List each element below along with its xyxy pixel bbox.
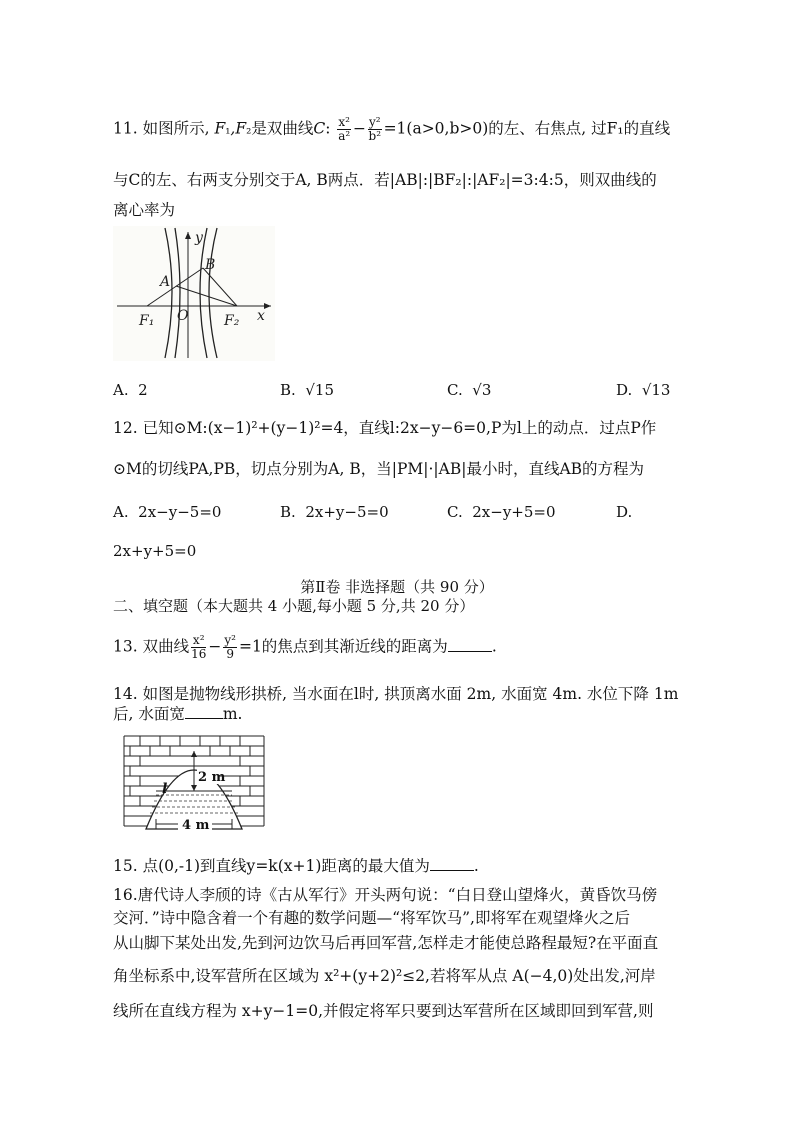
q13-fraction-x xyxy=(191,634,206,661)
q11-option-c xyxy=(447,380,491,400)
q11-frac-y-num: y² xyxy=(368,115,381,129)
q13-fraction-y xyxy=(223,634,237,661)
q12-line2: ⊙M的切线PA,PB，切点分别为A, B，当|PM|·|AB|最小时，直线AB的方程为 xyxy=(113,460,645,478)
q12-option-c xyxy=(447,502,556,522)
option-label: D. xyxy=(616,381,633,399)
label-l: l xyxy=(162,781,168,797)
label-2m: 2 m xyxy=(198,770,226,785)
q11-option-d xyxy=(616,380,670,400)
label-y: y xyxy=(195,230,203,246)
q11-line3: 离心率为 xyxy=(113,201,176,219)
q15-end: . xyxy=(473,857,479,875)
q12-option-b xyxy=(280,502,389,522)
q11-line1 xyxy=(113,116,670,143)
q11-c-letter: C xyxy=(313,119,326,138)
q11-option-b xyxy=(280,380,334,400)
label-f2: F₂ xyxy=(224,313,240,329)
q11-fraction-x xyxy=(337,116,351,143)
q12-option-d-value: 2x+y+5=0 xyxy=(113,542,197,560)
q14-line2-text: 后, 水面宽 xyxy=(113,705,185,723)
q16-line5: 线所在直线方程为 x+y−1=0,并假定将军只要到达军营所在区域即回到军营,则 xyxy=(113,1002,654,1020)
q14-answer-blank[interactable] xyxy=(185,704,223,719)
q13-frac-y-den: 9 xyxy=(226,647,234,661)
q13-answer-blank[interactable] xyxy=(448,637,492,652)
q11-condition: =1(a>0,b>0) xyxy=(383,119,489,138)
q13-frac-y-num: y² xyxy=(224,633,236,647)
label-o: O xyxy=(177,308,189,324)
q16-line1: 16.唐代诗人李颀的诗《古从军行》开头两句说：“白日登山望烽火，黄昏饮马傍 xyxy=(113,886,658,904)
option-value: 2x−y−5=0 xyxy=(138,503,222,521)
q11-frac-x-den: a² xyxy=(338,129,351,143)
q11-minus: − xyxy=(352,119,366,138)
option-value: √15 xyxy=(305,381,334,399)
section-subtitle: 二、填空题（本大题共 4 小题,每小题 5 分,共 20 分） xyxy=(113,597,475,615)
option-value: 2 xyxy=(138,381,148,399)
q12-option-a xyxy=(113,502,221,522)
option-value: √13 xyxy=(641,381,671,399)
q11-text-hyperbola: 是双曲线 xyxy=(251,119,314,138)
option-label: D. xyxy=(616,503,633,521)
q14-unit: m. xyxy=(222,705,243,723)
q11-colon: : xyxy=(325,119,331,138)
q16-line2: 交河．”诗中隐含着一个有趣的数学问题—“将军饮马”,即将军在观望烽火之后 xyxy=(113,909,630,927)
q15-text: 15. 点(0,-1)到直线y=k(x+1)距离的最大值为 xyxy=(113,857,430,875)
option-value: 2x−y+5=0 xyxy=(472,503,556,521)
q12-line1: 12. 已知⊙M:(x−1)²+(y−1)²=4，直线l:2x−y−6=0,P为l上的动点．过点P作 xyxy=(113,419,657,437)
q11-option-a xyxy=(113,380,148,400)
q13-minus: − xyxy=(208,637,222,656)
q16-line4: 角坐标系中,设军营所在区域为 x²+(y+2)²≤2,若将军从点 A(−4,0)处出发,河岸 xyxy=(113,967,656,985)
label-f1: F₁ xyxy=(139,313,155,329)
label-4m: 4 m xyxy=(182,818,210,833)
q11-frac-x-num: x² xyxy=(338,115,350,129)
label-b: B xyxy=(205,257,216,273)
q11-text-foci: 的左、右焦点, 过 xyxy=(488,119,607,138)
q12-option-d xyxy=(616,502,632,522)
q16-line3: 从山脚下某处出发,先到河边饮马后再回军营,怎样走才能使总路程最短?在平面直 xyxy=(113,934,659,952)
option-value: 2x+y−5=0 xyxy=(305,503,389,521)
option-label: B. xyxy=(280,381,296,399)
section-title: 第Ⅱ卷 非选择题（共 90 分） xyxy=(300,578,494,596)
label-a: A xyxy=(160,274,171,290)
q13-suffix: =1的焦点到其渐近线的距离为 xyxy=(238,637,448,656)
hyperbola-figure xyxy=(113,226,275,361)
q11-line2: 与C的左、右两支分别交于A, B两点．若|AB|:|BF₂|:|AF₂|=3:4:5，则双曲线的 xyxy=(113,171,657,189)
q11-text-intro: 11. 如图所示, xyxy=(113,119,215,138)
option-label: B. xyxy=(280,503,296,521)
q13-frac-x-den: 16 xyxy=(191,647,207,661)
q11-f1-ref: F₁ xyxy=(606,119,624,138)
q11-f1-letter: F xyxy=(214,119,226,138)
q15-line xyxy=(113,856,479,876)
label-x: x xyxy=(257,308,265,324)
q14-line2 xyxy=(113,704,242,724)
option-value: √3 xyxy=(472,381,492,399)
option-label: A. xyxy=(113,503,129,521)
q11-fraction-y xyxy=(368,116,382,143)
option-label: A. xyxy=(113,381,129,399)
q13-prefix: 13. 双曲线 xyxy=(113,637,190,656)
q13-frac-x-num: x² xyxy=(192,633,205,647)
q11-f2-letter: ,F xyxy=(230,119,247,138)
q11-frac-y-den: b² xyxy=(368,129,382,143)
q11-f2-sub: ₂ xyxy=(246,122,252,138)
q14-line1: 14. 如图是抛物线形拱桥, 当水面在l时, 拱顶离水面 2m, 水面宽 4m. 水位下降 1m xyxy=(113,685,679,703)
q11-text-line: 的直线 xyxy=(623,119,671,138)
option-label: C. xyxy=(447,503,463,521)
q13-line xyxy=(113,634,497,661)
q11-f1-sub: ₁ xyxy=(225,122,231,138)
option-label: C. xyxy=(447,381,463,399)
q15-answer-blank[interactable] xyxy=(430,856,474,871)
q13-end: . xyxy=(491,637,497,656)
arch-bridge-figure xyxy=(120,733,268,833)
